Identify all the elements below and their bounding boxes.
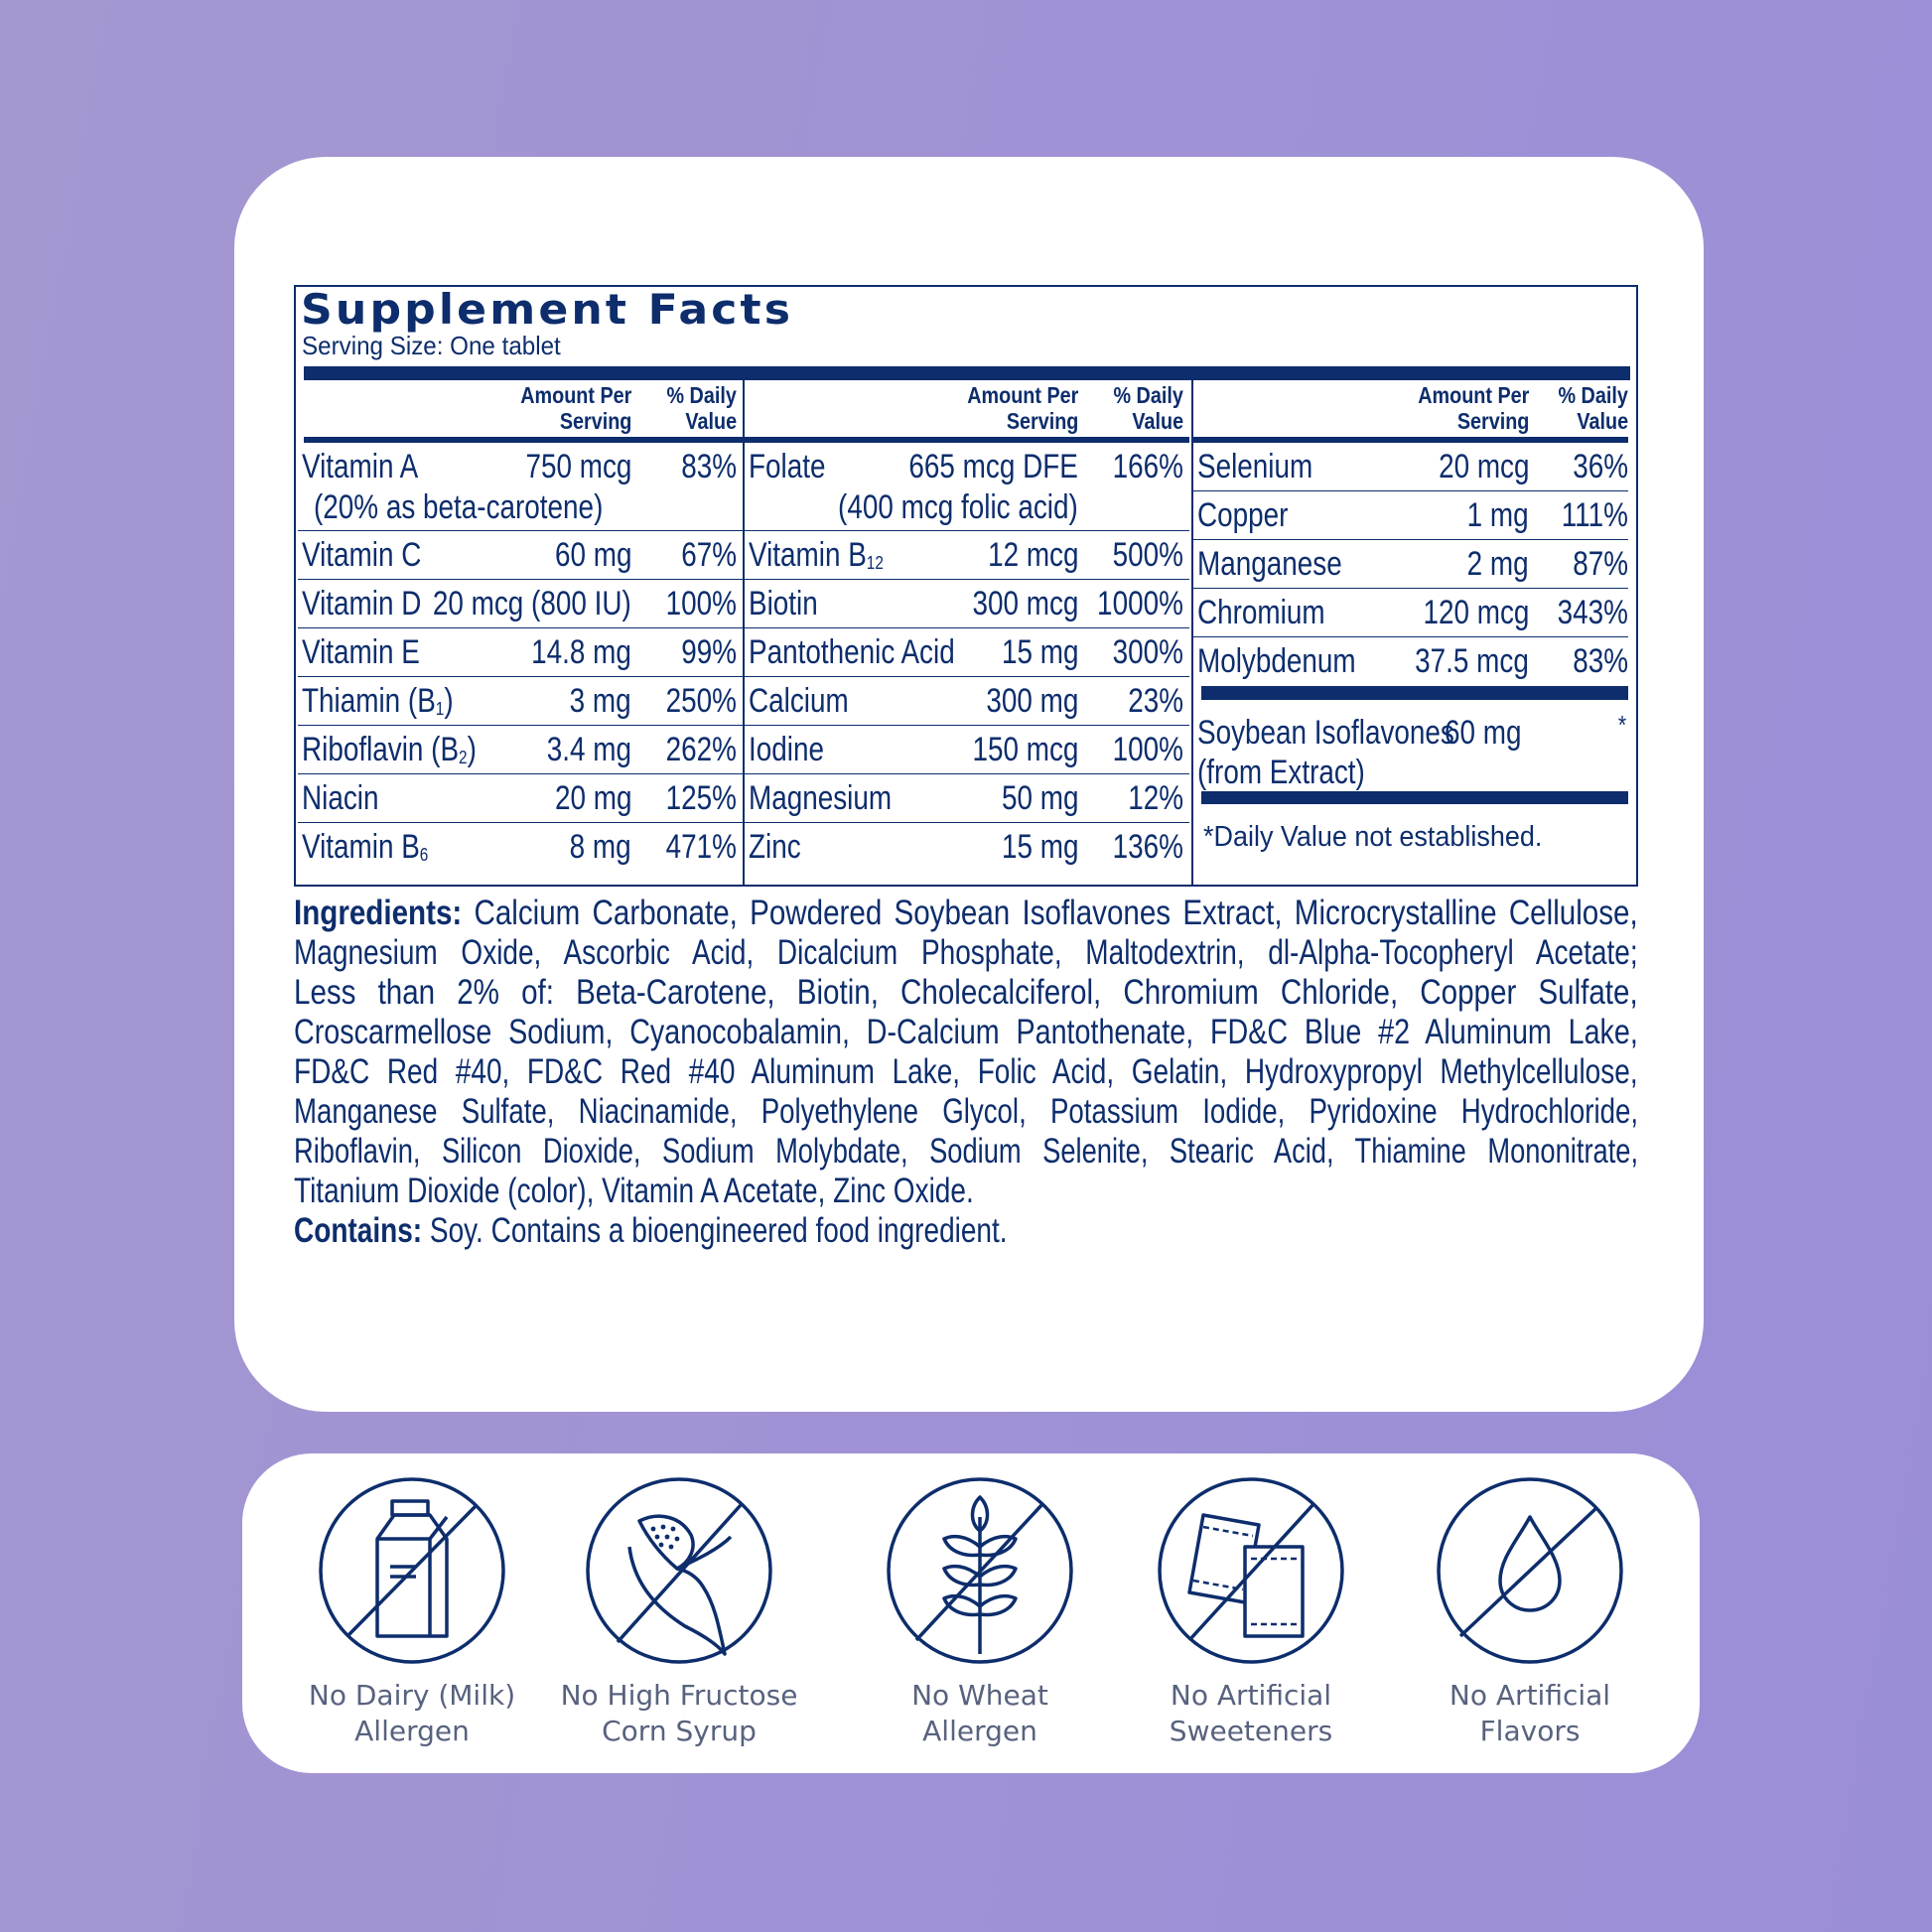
nutrient-note: (20% as beta-carotene) bbox=[314, 488, 604, 526]
nutrient-row bbox=[298, 443, 743, 531]
nutrient-name: Selenium bbox=[1197, 448, 1313, 485]
nutrient-row bbox=[745, 531, 1189, 580]
nutrient-daily-value: 12% bbox=[1128, 779, 1183, 817]
contains-text: Soy. Contains a bioengineered food ingredient. bbox=[422, 1211, 1008, 1250]
badge-label: No High Fructose Corn Syrup bbox=[560, 1679, 798, 1747]
section-rule bbox=[1201, 686, 1628, 700]
badge-label: No Artificial Sweeteners bbox=[1169, 1679, 1333, 1747]
nutrient-row bbox=[298, 726, 743, 774]
footnote: *Daily Value not established. bbox=[1203, 821, 1543, 853]
nutrient-amount: 20 mg bbox=[554, 779, 631, 817]
nutrient-amount: 3.4 mg bbox=[546, 731, 631, 768]
facts-column-1 bbox=[298, 380, 743, 885]
nutrient-daily-value: 1000% bbox=[1097, 585, 1183, 622]
contains-line bbox=[294, 1211, 1638, 1251]
nutrient-row bbox=[1193, 589, 1628, 637]
nutrient-daily-value: 250% bbox=[665, 682, 737, 720]
nutrient-row bbox=[298, 531, 743, 580]
nutrient-daily-value: * bbox=[1617, 710, 1626, 740]
ingredients-text: Calcium Carbonate, Powdered Soybean Isoflavones Extract, Microcrystalline Cellulose, bbox=[462, 894, 1638, 932]
nutrient-daily-value: 99% bbox=[681, 633, 737, 671]
sweetener-packet-icon bbox=[1142, 1477, 1360, 1672]
nutrient-row bbox=[745, 726, 1189, 774]
nutrient-row bbox=[298, 628, 743, 677]
nutrient-rows bbox=[745, 443, 1189, 872]
droplet-icon bbox=[1421, 1477, 1639, 1672]
nutrient-name: Folate bbox=[749, 448, 826, 485]
nutrient-rows bbox=[298, 443, 743, 872]
header-amount: Amount Per bbox=[1417, 382, 1529, 408]
header-daily-value: Value bbox=[1132, 408, 1183, 434]
nutrient-daily-value: 125% bbox=[665, 779, 737, 817]
corn-icon bbox=[570, 1477, 788, 1672]
ingredients-line: Titanium Dioxide (color), Vitamin A Acetate, Zinc Oxide. bbox=[294, 1172, 974, 1210]
nutrient-name: Riboflavin $(B_2)$ bbox=[302, 731, 477, 768]
nutrient-amount: 37.5 mcg bbox=[1415, 642, 1529, 680]
nutrient-daily-value: 87% bbox=[1573, 545, 1628, 583]
nutrient-daily-value: 136% bbox=[1112, 828, 1183, 866]
milk-carton-icon bbox=[303, 1477, 521, 1672]
nutrient-amount: 8 mg bbox=[570, 828, 631, 866]
nutrient-amount: 15 mg bbox=[1001, 828, 1078, 866]
nutrient-name: Magnesium bbox=[749, 779, 893, 817]
column-header bbox=[1193, 382, 1636, 434]
ingredients-label: Ingredients: bbox=[294, 894, 463, 932]
soy-row bbox=[1193, 700, 1628, 791]
nutrient-name: Soybean Isoflavones bbox=[1197, 714, 1454, 752]
ingredients-line: Magnesium Oxide, Ascorbic Acid, Dicalcium Phosphate, Maltodextrin, dl-Alpha-Tocopheryl Acetate; bbox=[294, 933, 1638, 972]
contains-label: Contains: bbox=[294, 1211, 423, 1250]
supplement-facts-panel bbox=[294, 285, 1638, 887]
badge-label: No Artificial Flavors bbox=[1449, 1679, 1611, 1747]
nutrient-amount: 300 mcg bbox=[972, 585, 1078, 622]
badge-label: No Dairy (Milk) Allergen bbox=[308, 1679, 516, 1747]
ingredients-line: Less than 2% of: Beta-Carotene, Biotin, Cholecalciferol, Chromium Chloride, Copper Sulfate, bbox=[294, 973, 1638, 1012]
nutrient-row bbox=[745, 677, 1189, 726]
nutrient-amount: 50 mg bbox=[1001, 779, 1078, 817]
nutrient-name: Vitamin C bbox=[302, 536, 422, 574]
nutrient-name: Iodine bbox=[749, 731, 824, 768]
header-amount: Serving bbox=[559, 408, 631, 434]
ingredients-line: Croscarmellose Sodium, Cyanocobalamin, D-Calcium Pantothenate, FD&C Blue #2 Aluminum Lake, bbox=[294, 1013, 1638, 1051]
nutrient-daily-value: 83% bbox=[681, 448, 737, 485]
nutrient-name: Calcium bbox=[749, 682, 849, 720]
section-rule bbox=[1201, 791, 1628, 804]
nutrient-name: Molybdenum bbox=[1197, 642, 1356, 680]
nutrient-amount: 15 mg bbox=[1001, 633, 1078, 671]
ingredients-line: FD&C Red #40, FD&C Red #40 Aluminum Lake, Folic Acid, Gelatin, Hydroxypropyl Methylcellulose, bbox=[294, 1052, 1638, 1091]
nutrient-daily-value: 100% bbox=[665, 585, 737, 622]
nutrient-daily-value: 166% bbox=[1112, 448, 1183, 485]
nutrient-amount: 665 mcg DFE bbox=[908, 448, 1078, 485]
nutrient-daily-value: 343% bbox=[1557, 594, 1628, 631]
nutrient-amount: 20 mcg (800 IU) bbox=[433, 585, 631, 622]
nutrient-daily-value: 67% bbox=[681, 536, 737, 574]
nutrient-row bbox=[298, 580, 743, 628]
nutrient-daily-value: 36% bbox=[1573, 448, 1628, 485]
nutrient-row bbox=[298, 677, 743, 726]
nutrient-note: (400 mcg folic acid) bbox=[838, 488, 1078, 526]
nutrient-amount: 14.8 mg bbox=[531, 633, 631, 671]
nutrient-name: Niacin bbox=[302, 779, 379, 817]
nutrient-name: Vitamin $B_6$ bbox=[302, 828, 429, 866]
nutrient-name: Vitamin A bbox=[302, 448, 419, 485]
nutrient-daily-value: 471% bbox=[665, 828, 737, 866]
nutrient-name: Biotin bbox=[749, 585, 818, 622]
nutrient-row bbox=[745, 823, 1189, 872]
nutrient-amount: 3 mg bbox=[570, 682, 631, 720]
header-daily-value: % Daily bbox=[666, 382, 737, 408]
nutrient-daily-value: 23% bbox=[1128, 682, 1183, 720]
wheat-icon bbox=[871, 1477, 1089, 1672]
nutrient-daily-value: 262% bbox=[665, 731, 737, 768]
nutrient-amount: 300 mg bbox=[986, 682, 1078, 720]
nutrient-row bbox=[745, 443, 1189, 531]
nutrient-name: Pantothenic Acid bbox=[749, 633, 955, 671]
nutrient-amount: 20 mcg bbox=[1438, 448, 1529, 485]
header-daily-value: Value bbox=[685, 408, 737, 434]
nutrient-name: Manganese bbox=[1197, 545, 1342, 583]
nutrient-rows bbox=[1193, 443, 1628, 686]
header-amount: Amount Per bbox=[966, 382, 1078, 408]
ingredients-line bbox=[294, 894, 1638, 933]
nutrient-amount: 60 mg bbox=[554, 536, 631, 574]
header-amount: Serving bbox=[1006, 408, 1078, 434]
nutrient-row bbox=[745, 774, 1189, 823]
column-header bbox=[298, 382, 743, 434]
nutrient-row bbox=[1193, 491, 1628, 540]
nutrient-row bbox=[298, 774, 743, 823]
facts-column-3 bbox=[1193, 380, 1636, 885]
nutrient-name: Copper bbox=[1197, 496, 1289, 534]
serving-size: Serving Size: One tablet bbox=[302, 331, 561, 360]
ingredients-line: Riboflavin, Silicon Dioxide, Sodium Molybdate, Sodium Selenite, Stearic Acid, Thiamine Mononitrate, bbox=[294, 1132, 1639, 1171]
nutrient-name: Vitamin D bbox=[302, 585, 422, 622]
nutrient-amount: 750 mcg bbox=[525, 448, 631, 485]
nutrient-amount: 120 mcg bbox=[1423, 594, 1529, 631]
nutrient-amount: 1 mg bbox=[1467, 496, 1529, 534]
nutrient-row bbox=[745, 628, 1189, 677]
ingredients-block bbox=[294, 894, 1638, 1251]
nutrient-name: Thiamin $(B_1)$ bbox=[302, 682, 454, 720]
nutrient-daily-value: 83% bbox=[1573, 642, 1628, 680]
header-amount: Amount Per bbox=[519, 382, 631, 408]
nutrient-daily-value: 111% bbox=[1561, 496, 1628, 534]
badge-label: No Wheat Allergen bbox=[911, 1679, 1048, 1747]
ingredients-line: Manganese Sulfate, Niacinamide, Polyethylene Glycol, Potassium Iodide, Pyridoxine Hydrochloride, bbox=[294, 1092, 1639, 1131]
facts-top-rule bbox=[304, 366, 1630, 380]
nutrient-name: Vitamin $B_{12}$ bbox=[749, 536, 884, 574]
nutrient-amount: 60 mg bbox=[1444, 714, 1521, 752]
header-daily-value: % Daily bbox=[1113, 382, 1183, 408]
facts-title: Supplement Facts bbox=[301, 285, 794, 334]
facts-column-2 bbox=[745, 380, 1189, 885]
nutrient-row bbox=[1193, 443, 1628, 491]
nutrient-name: Vitamin E bbox=[302, 633, 420, 671]
nutrient-name: Zinc bbox=[749, 828, 801, 866]
column-header bbox=[745, 382, 1189, 434]
nutrient-row bbox=[298, 823, 743, 872]
nutrient-daily-value: 300% bbox=[1112, 633, 1183, 671]
nutrient-sub: (from Extract) bbox=[1197, 754, 1365, 791]
nutrient-row bbox=[1193, 540, 1628, 589]
header-daily-value: % Daily bbox=[1558, 382, 1628, 408]
nutrient-amount: 12 mcg bbox=[987, 536, 1078, 574]
nutrient-daily-value: 500% bbox=[1112, 536, 1183, 574]
header-amount: Serving bbox=[1456, 408, 1529, 434]
header-daily-value: Value bbox=[1577, 408, 1628, 434]
nutrient-daily-value: 100% bbox=[1112, 731, 1183, 768]
nutrient-amount: 2 mg bbox=[1467, 545, 1529, 583]
nutrient-row bbox=[1193, 637, 1628, 686]
nutrient-amount: 150 mcg bbox=[972, 731, 1078, 768]
nutrient-name: Chromium bbox=[1197, 594, 1325, 631]
nutrient-row bbox=[745, 580, 1189, 628]
